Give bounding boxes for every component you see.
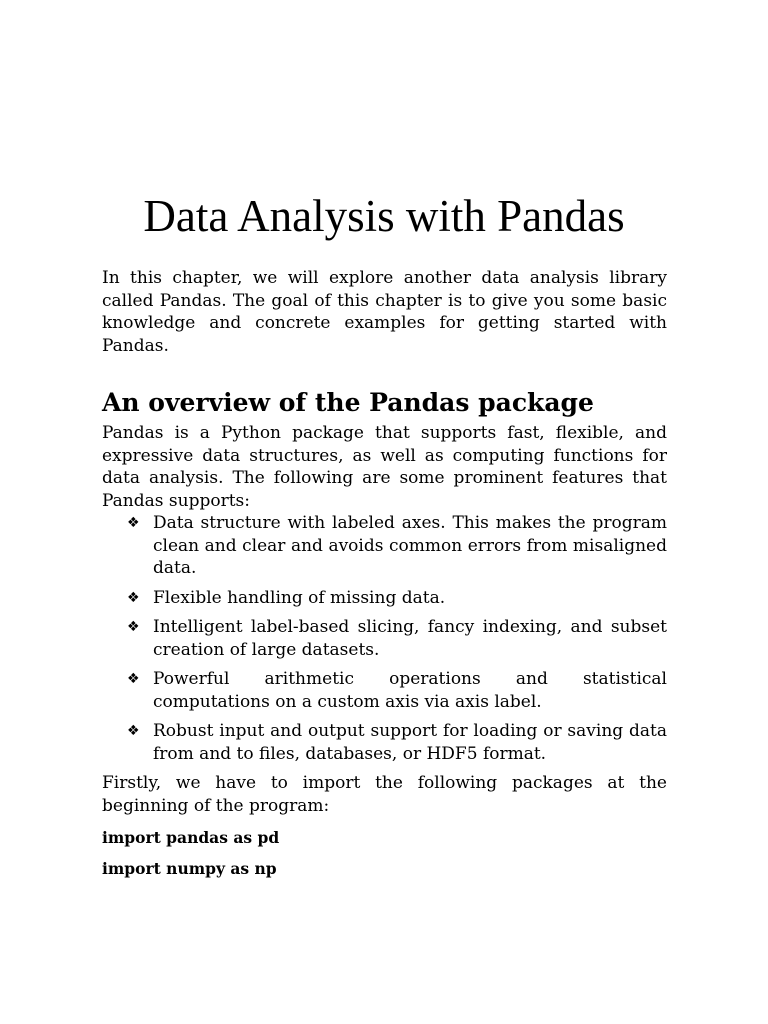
section-heading: An overview of the Pandas package <box>102 388 594 417</box>
feature-text: Intelligent label-based slicing, fancy indexing, and subset creation of large datasets. <box>153 617 667 660</box>
list-item <box>102 512 667 580</box>
feature-text: Flexible handling of missing data. <box>153 587 446 608</box>
code-line-import-numpy: import numpy as np <box>102 859 277 878</box>
closing-paragraph: Firstly, we have to import the following packages at the beginning of the program: <box>102 773 667 816</box>
list-item <box>102 720 667 765</box>
feature-text: Robust input and output support for loading or saving data from and to files, databases, or HDF5 format. <box>153 721 667 764</box>
list-item <box>102 668 667 713</box>
diamond-bullet-icon: ❖ <box>127 619 140 635</box>
diamond-bullet-icon: ❖ <box>127 589 140 606</box>
diamond-bullet-icon: ❖ <box>127 723 140 739</box>
feature-list <box>102 512 667 765</box>
chapter-title: Data Analysis with Pandas <box>143 191 625 241</box>
overview-paragraph: Pandas is a Python package that supports fast, flexible, and expressive data structures, as well as computing functions for data analysis. The following are some prominent features that Pandas supports: <box>102 423 667 511</box>
diamond-bullet-icon: ❖ <box>127 515 140 531</box>
list-item <box>102 616 667 661</box>
diamond-bullet-icon: ❖ <box>127 671 140 687</box>
list-item <box>102 587 667 610</box>
code-line-import-pandas: import pandas as pd <box>102 828 280 847</box>
feature-text: Powerful arithmetic operations and statistical computations on a custom axis via axis label. <box>153 669 667 712</box>
page-content <box>102 267 667 880</box>
feature-text: Data structure with labeled axes. This makes the program clean and clear and avoids common errors from misaligned data. <box>153 513 667 578</box>
intro-paragraph: In this chapter, we will explore another data analysis library called Pandas. The goal of this chapter is to give you some basic knowledge and concrete examples for getting started with Pandas. <box>102 268 667 356</box>
